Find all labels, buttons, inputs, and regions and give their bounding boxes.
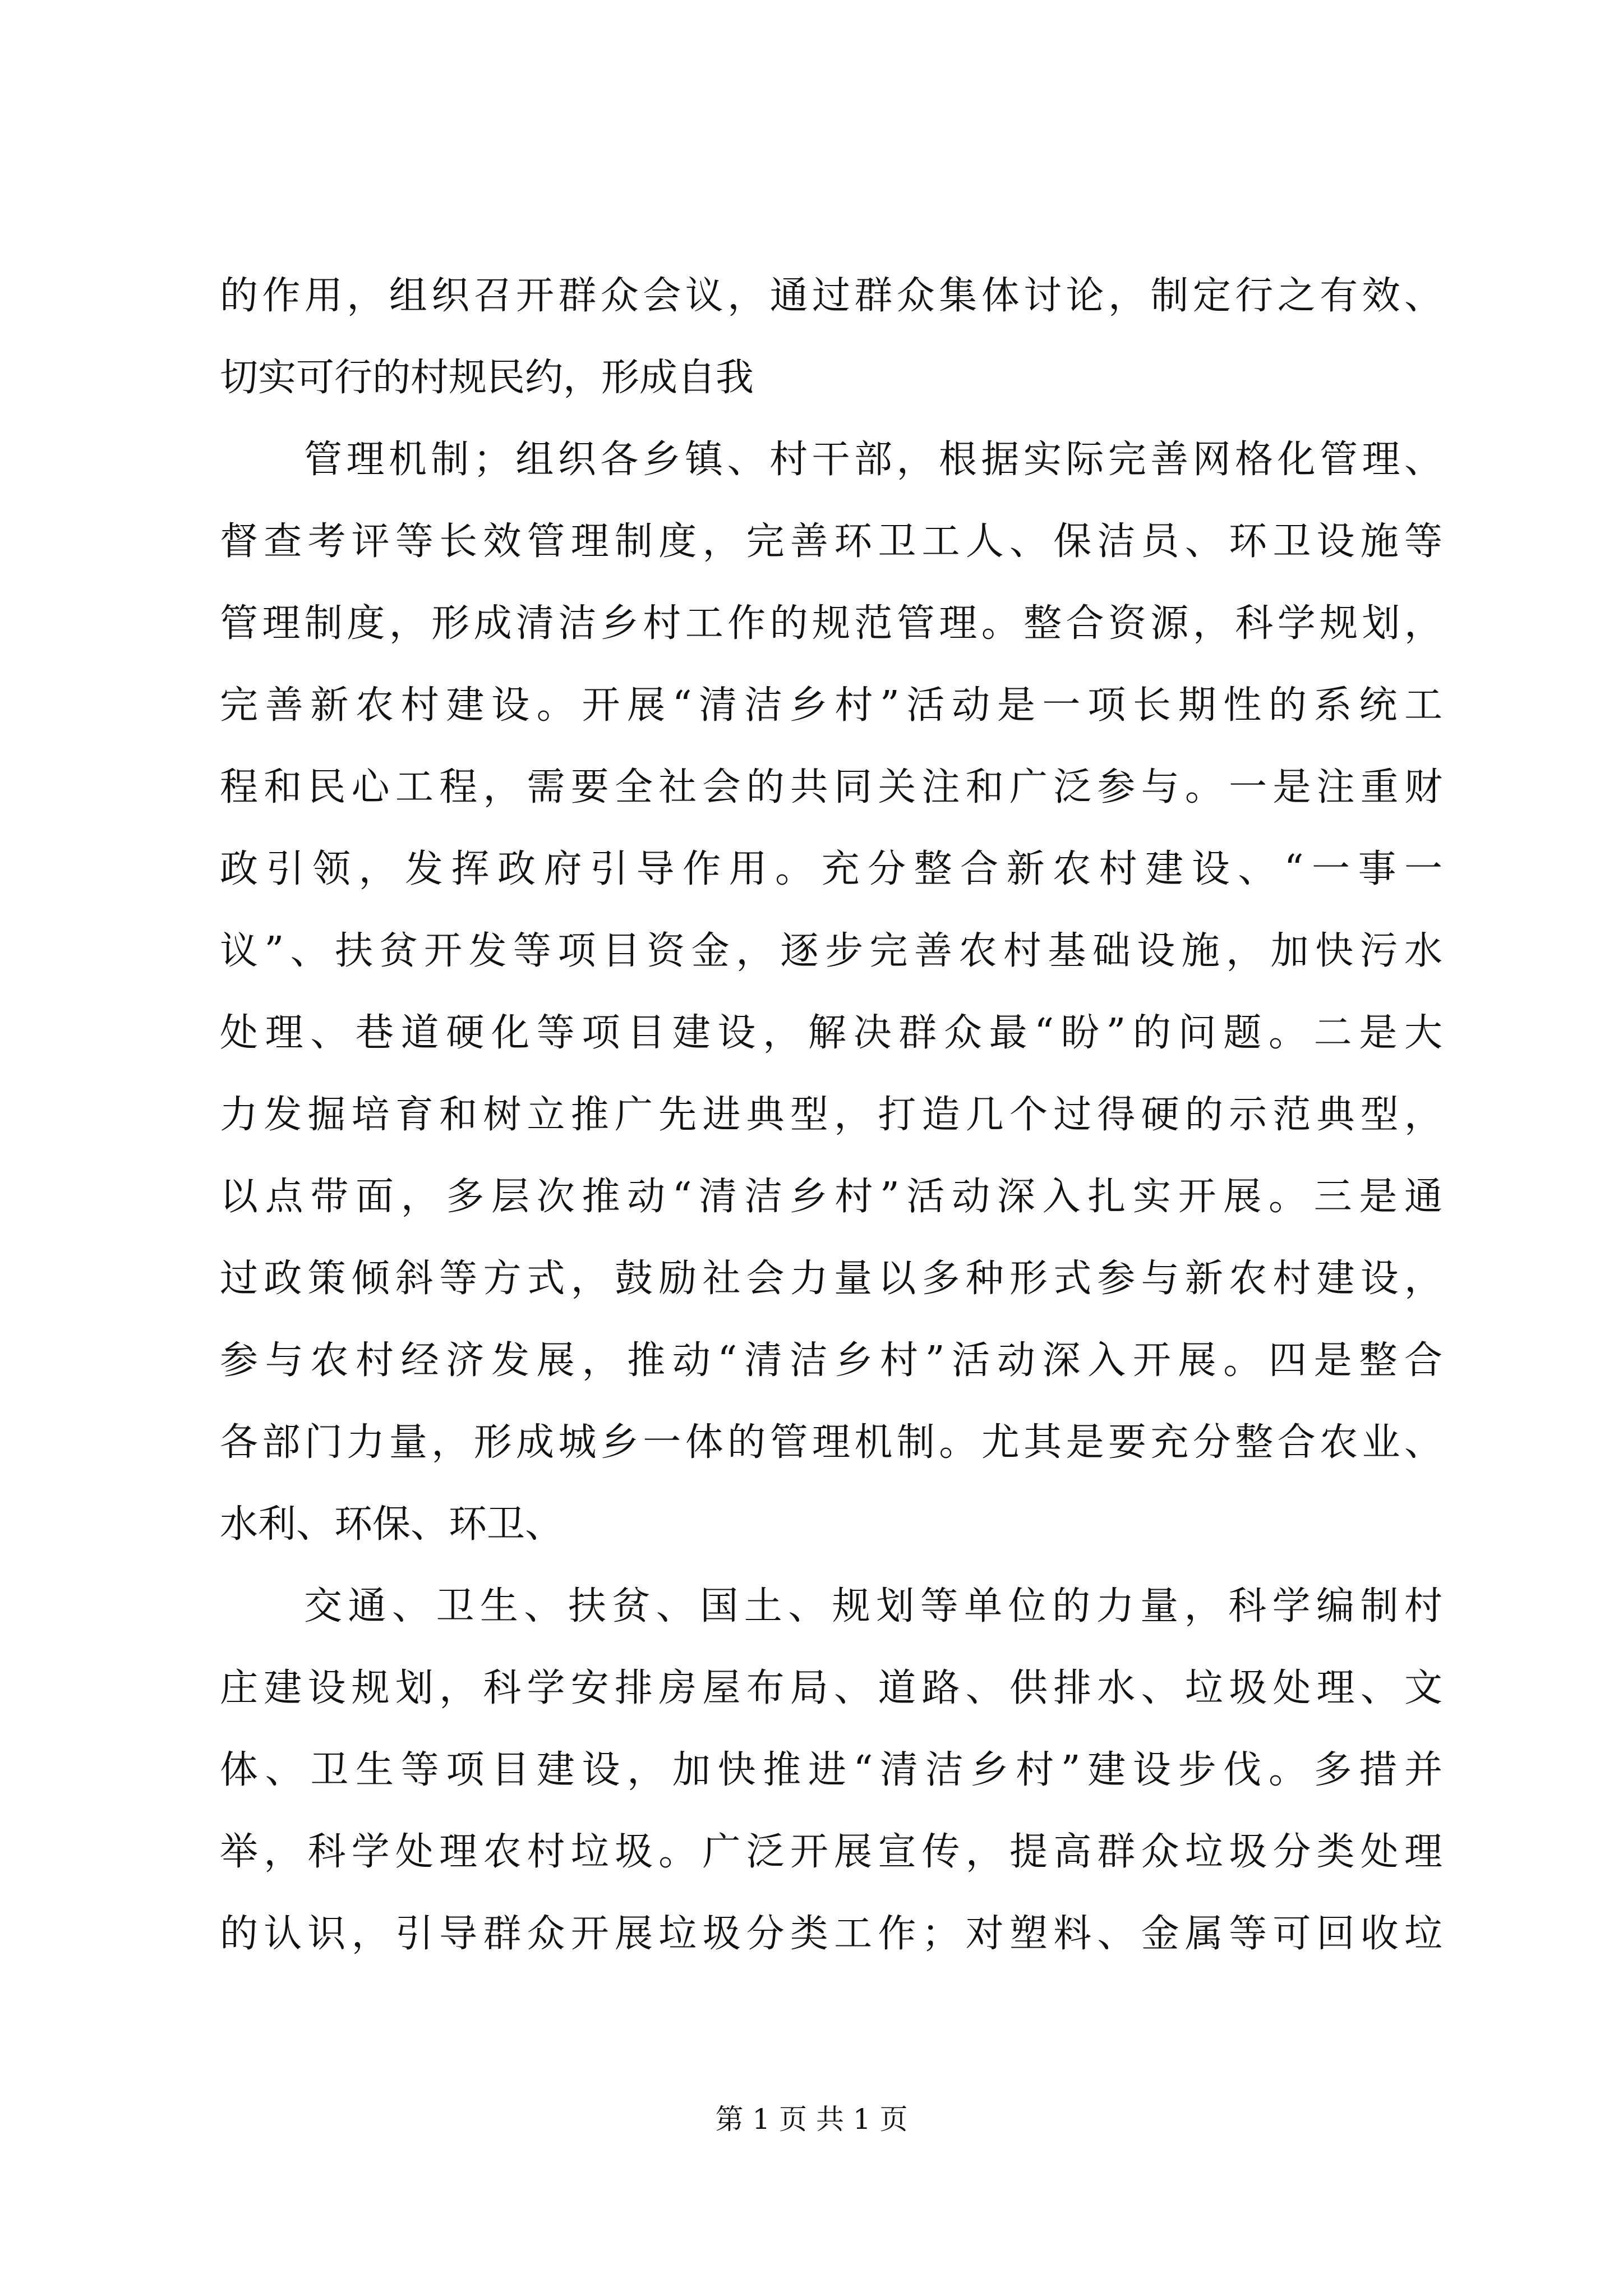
paragraph-1 <box>220 255 1442 419</box>
text-line: 管理制度，形成清洁乡村工作的规范管理。整合资源，科学规划， <box>220 601 1442 646</box>
text-line: 处理、巷道硬化等项目建设，解决群众最“盼”的问题。二是大 <box>220 1011 1442 1055</box>
text-line: 交通、卫生、扶贫、国土、规划等单位的力量，科学编制村 <box>304 1584 1442 1628</box>
text-line: 的作用，组织召开群众会议，通过群众集体讨论，制定行之有效、 <box>220 274 1442 318</box>
text-line: 程和民心工程，需要全社会的共同关注和广泛参与。一是注重财 <box>220 765 1442 809</box>
page-footer: 第 1 页 共 1 页 <box>715 2103 908 2136</box>
text-line: 参与农村经济发展，推动“清洁乡村”活动深入开展。四是整合 <box>220 1338 1442 1383</box>
text-line: 完善新农村建设。开展“清洁乡村”活动是一项长期性的系统工 <box>220 683 1442 728</box>
text-line: 切实可行的村规民约，形成自我 <box>220 356 754 400</box>
text-line: 议”、扶贫开发等项目资金，逐步完善农村基础设施，加快污水 <box>220 929 1442 973</box>
text-line: 各部门力量，形成城乡一体的管理机制。尤其是要充分整合农业、 <box>220 1420 1442 1465</box>
text-line: 举，科学处理农村垃圾。广泛开展宣传，提高群众垃圾分类处理 <box>220 1830 1442 1874</box>
text-line: 过政策倾斜等方式，鼓励社会力量以多种形式参与新农村建设， <box>220 1257 1442 1301</box>
text-line: 水利、环保、环卫、 <box>220 1502 564 1547</box>
text-line: 庄建设规划，科学安排房屋布局、道路、供排水、垃圾处理、文 <box>220 1666 1442 1710</box>
text-line: 以点带面，多层次推动“清洁乡村”活动深入扎实开展。三是通 <box>220 1175 1442 1219</box>
text-line: 管理机制；组织各乡镇、村干部，根据实际完善网格化管理、 <box>304 438 1442 482</box>
text-line: 的认识，引导群众开展垃圾分类工作；对塑料、金属等可回收垃 <box>220 1912 1442 1956</box>
paragraph-2 <box>220 419 1442 1566</box>
document-body <box>220 255 1442 1975</box>
paragraph-3 <box>220 1566 1442 1975</box>
text-line: 体、卫生等项目建设，加快推进“清洁乡村”建设步伐。多措并 <box>220 1748 1442 1792</box>
text-line: 督查考评等长效管理制度，完善环卫工人、保洁员、环卫设施等 <box>220 519 1442 564</box>
text-line: 力发掘培育和树立推广先进典型，打造几个过得硬的示范典型， <box>220 1093 1442 1137</box>
text-line: 政引领，发挥政府引导作用。充分整合新农村建设、“一事一 <box>220 847 1442 891</box>
